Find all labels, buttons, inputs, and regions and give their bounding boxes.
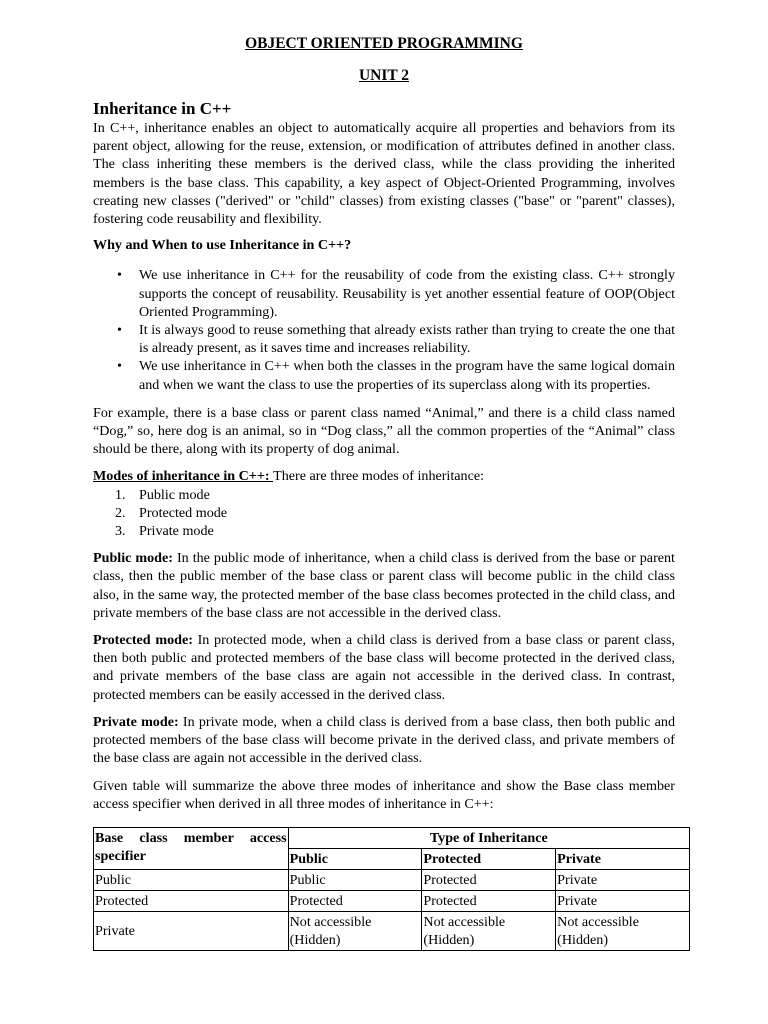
protected-mode-text: In protected mode, when a child class is derived from a base class or parent class, then both public and protected members of the base class will become protected in the derived class, and private members of the base class are again not accessible in the derived class. In contrast, protected members can be easily accessed in the derived class. (93, 632, 675, 703)
table-row (94, 890, 690, 911)
protected-mode-paragraph (93, 631, 675, 704)
table-column-header: Protected (422, 848, 556, 869)
table-cell: Not accessible (Hidden) (556, 911, 690, 950)
list-number: 2. (115, 504, 126, 521)
unit-title: UNIT 2 (358, 67, 410, 84)
bullet-item: • We use inheritance in C++ when both the classes in the program have the same logical domain and when we want the class to use the properties of its superclass along with its properties. (139, 357, 675, 393)
document-title: OBJECT ORIENTED PROGRAMMING (245, 35, 523, 52)
table-cell: Public (94, 869, 289, 890)
modes-intro (93, 467, 675, 485)
table-cell: Not accessible (Hidden) (288, 911, 422, 950)
list-item (115, 504, 675, 522)
intro-paragraph: In C++, inheritance enables an object to automatically acquire all properties and behaviors from its parent object, allowing for the reuse, extension, or modification of attributes defined in another class. The class inheriting these members is the derived class, while the class providing the inherited members is the base class. This capability, a key aspect of Object-Oriented Programming, involves creating new classes ("derived" or "child" classes) from existing classes ("base" or "parent" classes), fostering code reusability and flexibility. (93, 120, 675, 228)
list-item (115, 486, 675, 504)
table-cell: Protected (94, 890, 289, 911)
private-mode-text: In private mode, when a child class is derived from a base class, then both public and protected members of the base class will become private in the derived class, and private members of the base class are again not accessible in the derived class. (93, 713, 675, 767)
list-number: 1. (115, 486, 126, 503)
modes-label: Modes of inheritance in C++: (93, 468, 274, 485)
modes-list (93, 486, 675, 541)
why-heading: Why and When to use Inheritance in C++? (93, 237, 352, 254)
table-cell: Not accessible (Hidden) (422, 911, 556, 950)
table-corner-header: Base class member access specifier (94, 827, 289, 869)
table-row (94, 911, 690, 950)
document-page (93, 34, 675, 951)
example-paragraph: For example, there is a base class or parent class named “Animal,” and there is a child class named “Dog,” so, here dog is an animal, so in “Dog class,” all the common properties of the “Animal” class should be there, along with its property of dog animal. (93, 404, 675, 458)
table-intro-paragraph: Given table will summarize the above three modes of inheritance and show the Base class member access specifier when derived in all three modes of inheritance in C++: (93, 777, 675, 812)
protected-mode-label: Protected mode: (93, 632, 193, 649)
table-cell: Protected (288, 890, 422, 911)
table-cell: Protected (422, 890, 556, 911)
table-cell: Private (556, 869, 690, 890)
public-mode-paragraph (93, 549, 675, 622)
table-cell: Private (556, 890, 690, 911)
table-cell: Private (94, 911, 289, 950)
modes-text: There are three modes of inheritance: (273, 468, 484, 485)
section-heading: Inheritance in C++ (93, 99, 232, 118)
list-label: Protected mode (139, 504, 228, 521)
list-label: Private mode (139, 523, 214, 540)
inheritance-table (93, 827, 690, 951)
public-mode-text: In the public mode of inheritance, when a child class is derived from the base or parent class, then the public member of the base class or parent class will become public in the child class also, in the same way, the protected member of the base class becomes protected in the child class, and private members of the base class are not accessible in the derived class. (93, 550, 675, 621)
list-label: Public mode (139, 486, 210, 503)
table-group-header: Type of Inheritance (288, 827, 689, 848)
bullet-item: • We use inheritance in C++ for the reusability of code from the existing class. C++ strongly supports the concept of reusability. Reusability is yet another essential feature of OOP(Object Oriented Programming). (139, 266, 675, 321)
why-bullet-list (93, 266, 675, 393)
table-column-header: Private (556, 848, 690, 869)
table-column-header: Public (288, 848, 422, 869)
list-number: 3. (115, 523, 126, 540)
private-mode-paragraph (93, 713, 675, 768)
table-cell: Public (288, 869, 422, 890)
table-row (94, 869, 690, 890)
table-header-row (94, 827, 690, 848)
public-mode-label: Public mode: (93, 550, 173, 567)
private-mode-label: Private mode: (93, 713, 179, 730)
table-cell: Protected (422, 869, 556, 890)
list-item (115, 522, 675, 540)
bullet-item: • It is always good to reuse something that already exists rather than trying to create the one that is already present, as it saves time and increases reliability. (139, 321, 675, 357)
